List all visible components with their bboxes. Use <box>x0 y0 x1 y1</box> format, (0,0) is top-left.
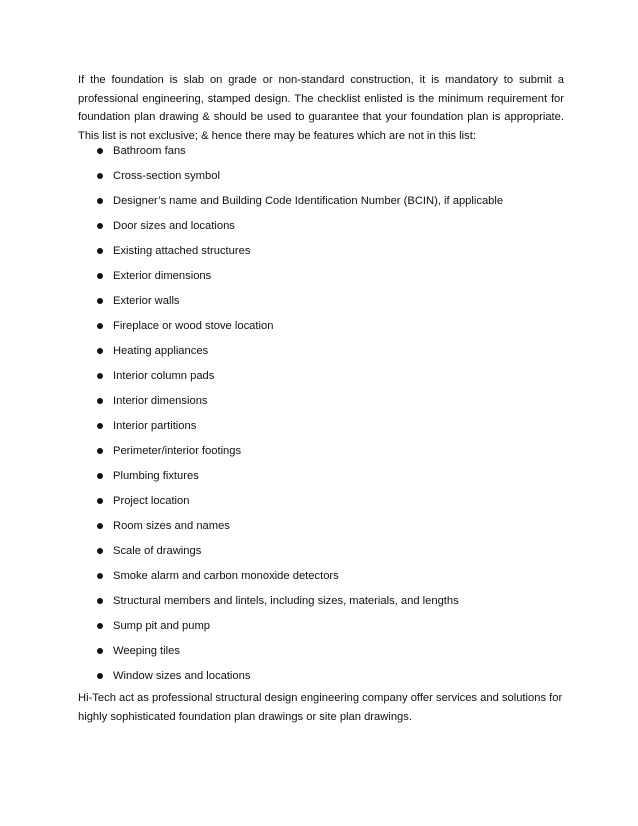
list-item <box>78 639 564 664</box>
list-item-label: Cross-section symbol <box>113 170 220 182</box>
list-item-label: Room sizes and names <box>113 520 230 532</box>
bullet-icon <box>97 498 103 504</box>
bullet-icon <box>97 273 103 279</box>
list-item-label: Structural members and lintels, including sizes, materials, and lengths <box>113 595 459 607</box>
list-item-label: Window sizes and locations <box>113 670 251 682</box>
bullet-icon <box>97 373 103 379</box>
list-item <box>78 214 564 239</box>
bullet-icon <box>97 448 103 454</box>
list-item <box>78 564 564 589</box>
bullet-icon <box>97 173 103 179</box>
list-item-label: Plumbing fixtures <box>113 470 199 482</box>
list-item <box>78 414 564 439</box>
list-item <box>78 289 564 314</box>
list-item <box>78 139 564 164</box>
list-item-label: Project location <box>113 495 190 507</box>
bullet-icon <box>97 523 103 529</box>
list-item <box>78 664 564 689</box>
list-item <box>78 389 564 414</box>
list-item <box>78 539 564 564</box>
list-item <box>78 339 564 364</box>
foundation-checklist <box>78 139 564 689</box>
closing-paragraph: Hi-Tech act as professional structural design engineering company offer services and solutions for highly sophisticated foundation plan drawings or site plan drawings. <box>78 692 563 723</box>
intro-paragraph: If the foundation is slab on grade or non-standard construction, it is mandatory to submit a professional engineering, stamped design. The checklist enlisted is the minimum requirement for foundation plan drawing & should be used to guarantee that your foundation plan is appropriate. This list is not exclusive; & hence there may be features which are not in this list: <box>78 74 564 142</box>
list-item <box>78 314 564 339</box>
bullet-icon <box>97 223 103 229</box>
list-item-label: Door sizes and locations <box>113 220 235 232</box>
bullet-icon <box>97 673 103 679</box>
bullet-icon <box>97 298 103 304</box>
bullet-icon <box>97 473 103 479</box>
bullet-icon <box>97 623 103 629</box>
list-item <box>78 464 564 489</box>
list-item-label: Weeping tiles <box>113 645 180 657</box>
list-item-label: Existing attached structures <box>113 245 251 257</box>
list-item-label: Interior partitions <box>113 420 197 432</box>
bullet-icon <box>97 248 103 254</box>
list-item-label: Perimeter/interior footings <box>113 445 242 457</box>
list-item-label: Bathroom fans <box>113 145 186 157</box>
list-item-label: Sump pit and pump <box>113 620 211 632</box>
list-item-label: Exterior dimensions <box>113 270 212 282</box>
list-item-label: Smoke alarm and carbon monoxide detectors <box>113 570 339 582</box>
bullet-icon <box>97 598 103 604</box>
bullet-icon <box>97 548 103 554</box>
bullet-icon <box>97 323 103 329</box>
bullet-icon <box>97 398 103 404</box>
list-item <box>78 589 564 614</box>
bullet-icon <box>97 148 103 154</box>
list-item-label: Designer’s name and Building Code Identification Number (BCIN), if applicable <box>113 195 504 207</box>
bullet-icon <box>97 198 103 204</box>
list-item-label: Scale of drawings <box>113 545 202 557</box>
bullet-icon <box>97 423 103 429</box>
list-item <box>78 164 564 189</box>
list-item-label: Heating appliances <box>113 345 209 357</box>
list-item <box>78 439 564 464</box>
list-item-label: Fireplace or wood stove location <box>113 320 274 332</box>
list-item <box>78 189 564 214</box>
list-item-label: Interior dimensions <box>113 395 208 407</box>
list-item-label: Interior column pads <box>113 370 215 382</box>
list-item <box>78 489 564 514</box>
list-item <box>78 514 564 539</box>
list-item <box>78 614 564 639</box>
list-item <box>78 264 564 289</box>
list-item-label: Exterior walls <box>113 295 180 307</box>
list-item <box>78 364 564 389</box>
bullet-icon <box>97 573 103 579</box>
bullet-icon <box>97 648 103 654</box>
bullet-icon <box>97 348 103 354</box>
list-item <box>78 239 564 264</box>
